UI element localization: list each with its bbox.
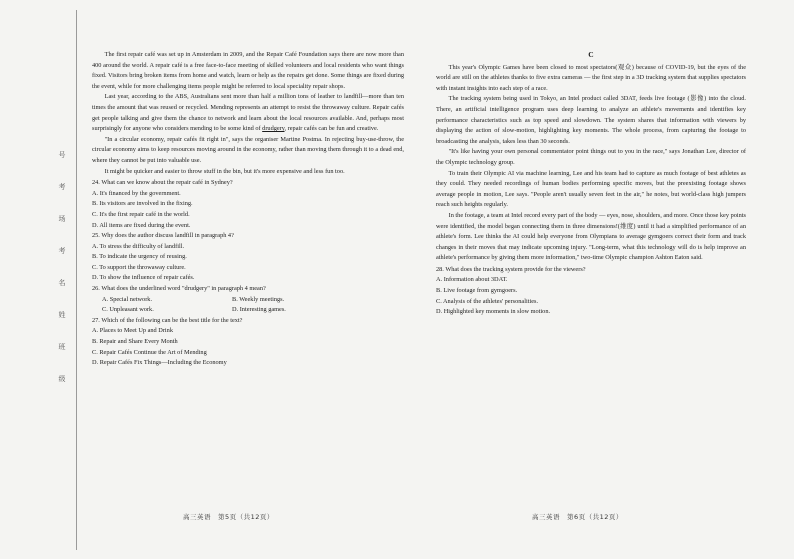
paragraph-text: Last year, according to the ABS, Australians sent more than half a million tons of leather to landfill—more than ten times the amount that was reused or recycled. Mending represents an attempt to resist the throwaway culture. Repair cafés get people talking and give them the chance to network and learn about the local resources available. And, perhaps most surprisingly for anyone who considers mending to be some kind of xyxy=(92,93,404,133)
answer-option: C. Repair Cafés Continue the Art of Mending xyxy=(92,348,207,356)
answer-option: A. To stress the difficulty of landfill. xyxy=(92,242,185,250)
passage-paragraph: In the footage, a team at Intel record every part of the body — eyes, nose, shoulders, and more. Once those key points were identified, the model began connecting them in three dimensions!(维度) until it had a simplified performance of an athlete's form. Lee thinks the AI could help everyone from Olympians to average gymgoers correct their form and track changes in their moves that may indicate upcoming injury. "Long-term, what this technology will do is help improve an athlete's performance by giving them more information," two-time Olympic champion Ashton Eaton said. xyxy=(436,211,746,262)
section-heading: C xyxy=(588,50,594,59)
spine-label: 场 xyxy=(58,215,66,223)
question-stem: 24. What can we know about the repair café in Sydney? xyxy=(92,179,233,187)
underlined-word: drudgery xyxy=(262,125,285,133)
passage-paragraph xyxy=(92,92,404,134)
answer-option: B. Weekly meetings. xyxy=(232,295,285,303)
page-footer: 高三英语 第5页（共12页） xyxy=(183,513,274,521)
passage-paragraph: This year's Olympic Games have been closed to most spectators(观众) because of COVID-19, but the eyes of the world are still on the athletes thanks to five extra cameras — the first step in a 3D tracking system that supplies spectators with instant insights into each step of a race. xyxy=(436,63,746,92)
spine-label: 号 xyxy=(58,151,66,159)
answer-option: B. To indicate the urgency of reusing. xyxy=(92,253,187,261)
answer-option-row xyxy=(102,295,404,306)
answer-option: C. To support the throwaway culture. xyxy=(92,263,186,271)
question-stem: 28. What does the tracking system provide for the viewers? xyxy=(436,265,586,273)
spine-label: 考 xyxy=(58,183,66,191)
answer-option: D. Repair Cafés Fix Things—Including the Economy xyxy=(92,359,227,367)
answer-option: B. Repair and Share Every Month xyxy=(92,338,178,346)
passage-paragraph: To train their Olympic AI via machine learning, Lee and his team had to capture as much footage of best athletes as they could. They needed recordings of human bodies performing specific moves, but the preexisting footage shows average people in motion, Lee says. "People aren't usually seven feet in the air," he notes, but world-class high jumpers reach such heights regularly. xyxy=(436,169,746,209)
passage-paragraph: The first repair café was set up in Amsterdam in 2009, and the Repair Café Foundation says there are now more than 400 around the world. A repair café is a free face-to-face meeting of skilled volunteers and local residents who want things fixed. Visitors bring broken items from home and watch, learn or help as the repairs get done. Some things are fixed during the event, while for more challenging items people might be referred to local speciality repair shops. xyxy=(92,51,404,90)
passage-paragraph: "It's like having your own personal commentator point things out to you in the race," says Jonathan Lee, director of the Olympic technology group. xyxy=(436,148,746,166)
answer-option: B. Its visitors are involved in the fixing. xyxy=(92,200,193,208)
paragraph-text: , repair cafés can be fun and creative. xyxy=(284,125,379,133)
answer-option: C. Analysis of the athletes' personalities. xyxy=(436,297,539,305)
answer-option: A. Places to Meet Up and Drink xyxy=(92,327,173,335)
question-stem: 27. Which of the following can be the best title for the text? xyxy=(92,316,243,324)
spine-label: 班 xyxy=(58,343,66,351)
answer-option: D. All items are fixed during the event. xyxy=(92,221,191,229)
spine-label: 姓 xyxy=(58,311,66,319)
answer-option: A. It's financed by the government. xyxy=(92,189,181,197)
passage-paragraph: It might be quicker and easier to throw stuff in the bin, but it's more expensive and less fun too. xyxy=(104,167,345,175)
spine-label: 级 xyxy=(58,375,66,383)
question-stem: 26. What does the underlined word "drudgery" in paragraph 4 mean? xyxy=(92,285,266,293)
binding-margin-labels xyxy=(55,150,69,384)
passage-paragraph: "In a circular economy, repair cafés fit right in", says the organiser Martine Postma. In rejecting buy-use-throw, the circular economy aims to keep resources moving around in the economy, rather than moving them through it to a dead end, where they cannot be put into valuable use. xyxy=(92,135,404,164)
page-footer: 高三英语 第6页（共12页） xyxy=(532,513,623,521)
spine-label: 名 xyxy=(58,279,66,287)
answer-option: C. It's the first repair café in the world. xyxy=(92,210,190,218)
answer-option: A. Special network. xyxy=(102,295,153,303)
answer-option: C. Unpleasant work. xyxy=(102,306,154,314)
question-stem: 25. Why does the author discuss landfill in paragraph 4? xyxy=(92,232,234,240)
answer-option: D. Highlighted key moments in slow motion. xyxy=(436,308,551,316)
answer-option-row xyxy=(102,305,404,316)
left-page-column xyxy=(92,50,404,369)
answer-option: D. Interesting games. xyxy=(232,306,286,314)
binding-line xyxy=(76,10,77,550)
spine-label: 考 xyxy=(58,247,66,255)
answer-option: A. Information about 3DAT. xyxy=(436,276,508,284)
passage-paragraph: The tracking system being used in Tokyo, an Intel product called 3DAT, feeds live footage (影像) into the cloud. There, an artificial intelligence program uses deep learning to analyze an athlete's movements and identifies key performance characteristics such as top speed and slowdown. The system shares that information with viewers by displaying the action of slow-motion, highlighting key moments. The whole process, from capturing the footage to broadcasting the analysis, takes less than 30 seconds. xyxy=(436,95,746,145)
right-page-column xyxy=(436,50,746,318)
answer-option: B. Live footage from gymgoers. xyxy=(436,287,518,295)
answer-option: D. To show the influence of repair cafés. xyxy=(92,274,195,282)
